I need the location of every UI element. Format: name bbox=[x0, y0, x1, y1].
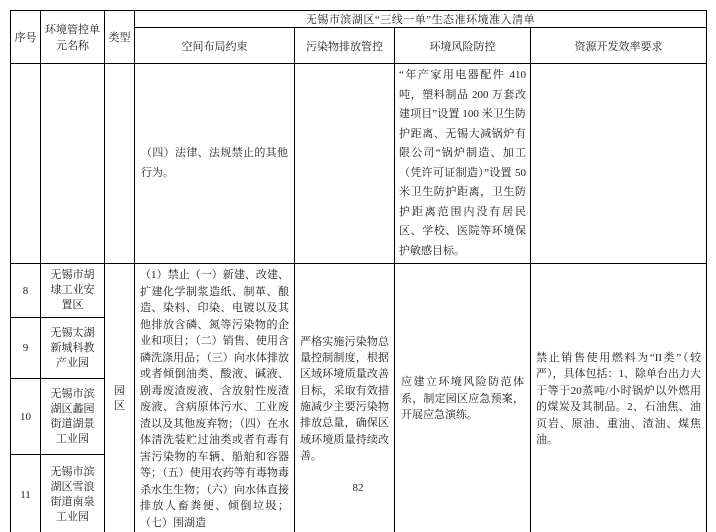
cell-resource-empty bbox=[531, 64, 707, 264]
cell-spatial-merged: （1）禁止（一）新建、改建、扩建化学制浆造纸、制革、酿造、染料、印染、电镀以及其他排放含磷、氮等污染物的企业和项目；（二）销售、使用含磷洗涤用品；（三）向水体排放或者倾倒油类、酸液、碱液、剧毒废渣废液、含放射性废渣废液、含病原体污水、工业废渣以及其他废弃物；（四）在水体清洗装贮过油类或者有毒有害污染物的车辆、船舶和容器等；（五）使用农药等有毒物毒杀水生生物；（六）向水体直接排放人畜粪便、倾倒垃圾；（七）围湖造 bbox=[135, 264, 295, 532]
cell-pollution-empty bbox=[295, 64, 395, 264]
cell-index-9: 9 bbox=[11, 318, 41, 379]
column-header-unit-name: 环境管控单元名称 bbox=[41, 11, 105, 64]
cell-type-empty bbox=[105, 64, 135, 264]
cell-spatial-continuation: （四）法律、法规禁止的其他行为。 bbox=[135, 64, 295, 264]
table-title: 无锡市滨湖区“三线一单”生态准环境准入清单 bbox=[135, 11, 707, 28]
cell-unit-name-11: 无锡市滨湖区雪浪街道南泉工业园 bbox=[41, 455, 105, 532]
cell-risk-continuation: “年产家用电器配件 410 吨，塑料制品 200 万套改建项目”设置 100 米卫生防护距离、无锡大减锅炉有限公司“锅炉制造、加工（凭许可证制造）”设置 50 米卫生防护距离，卫生防护距离范围内没有居民区、学校、医院等环境保护敏感目标。 bbox=[395, 64, 531, 264]
cell-unit-name-10: 无锡市滨湖区蠡园街道湖景工业园 bbox=[41, 379, 105, 455]
column-header-type: 类型 bbox=[105, 11, 135, 64]
column-header-resource: 资源开发效率要求 bbox=[531, 28, 707, 64]
table-row-continuation bbox=[11, 64, 707, 264]
cell-index-empty bbox=[11, 64, 41, 264]
cell-resource-merged: 禁止销售使用燃料为“II类”（较严），具体包括：1、除单台出力大于等于20蒸吨/小时锅炉以外燃用的煤炭及其制品。2、石油焦、油页岩、原油、重油、渣油、煤焦油。 bbox=[531, 264, 707, 532]
column-header-index: 序号 bbox=[11, 11, 41, 64]
cell-index-11: 11 bbox=[11, 455, 41, 532]
cell-unit-name-8: 无锡市胡埭工业安置区 bbox=[41, 264, 105, 318]
cell-risk-merged: 应建立环境风险防范体系，制定园区应急预案，开展应急演练。 bbox=[395, 264, 531, 532]
column-header-spatial: 空间布局约束 bbox=[135, 28, 295, 64]
cell-index-10: 10 bbox=[11, 379, 41, 455]
table-row-8 bbox=[11, 264, 707, 318]
cell-index-8: 8 bbox=[11, 264, 41, 318]
column-header-risk: 环境风险防控 bbox=[395, 28, 531, 64]
cell-unit-name-9: 无锡太湖新城科教产业园 bbox=[41, 318, 105, 379]
environment-admission-table bbox=[10, 10, 707, 532]
page-number: 82 bbox=[352, 482, 364, 494]
cell-type-merged: 园区 bbox=[105, 264, 135, 532]
cell-unit-name-empty bbox=[41, 64, 105, 264]
cell-pollution-merged: 严格实施污染物总量控制制度，根据区域环境质量改善目标，采取有效措施减少主要污染物排放总量，确保区域环境质量持续改善。 bbox=[295, 264, 395, 532]
column-header-pollution: 污染物排放管控 bbox=[295, 28, 395, 64]
